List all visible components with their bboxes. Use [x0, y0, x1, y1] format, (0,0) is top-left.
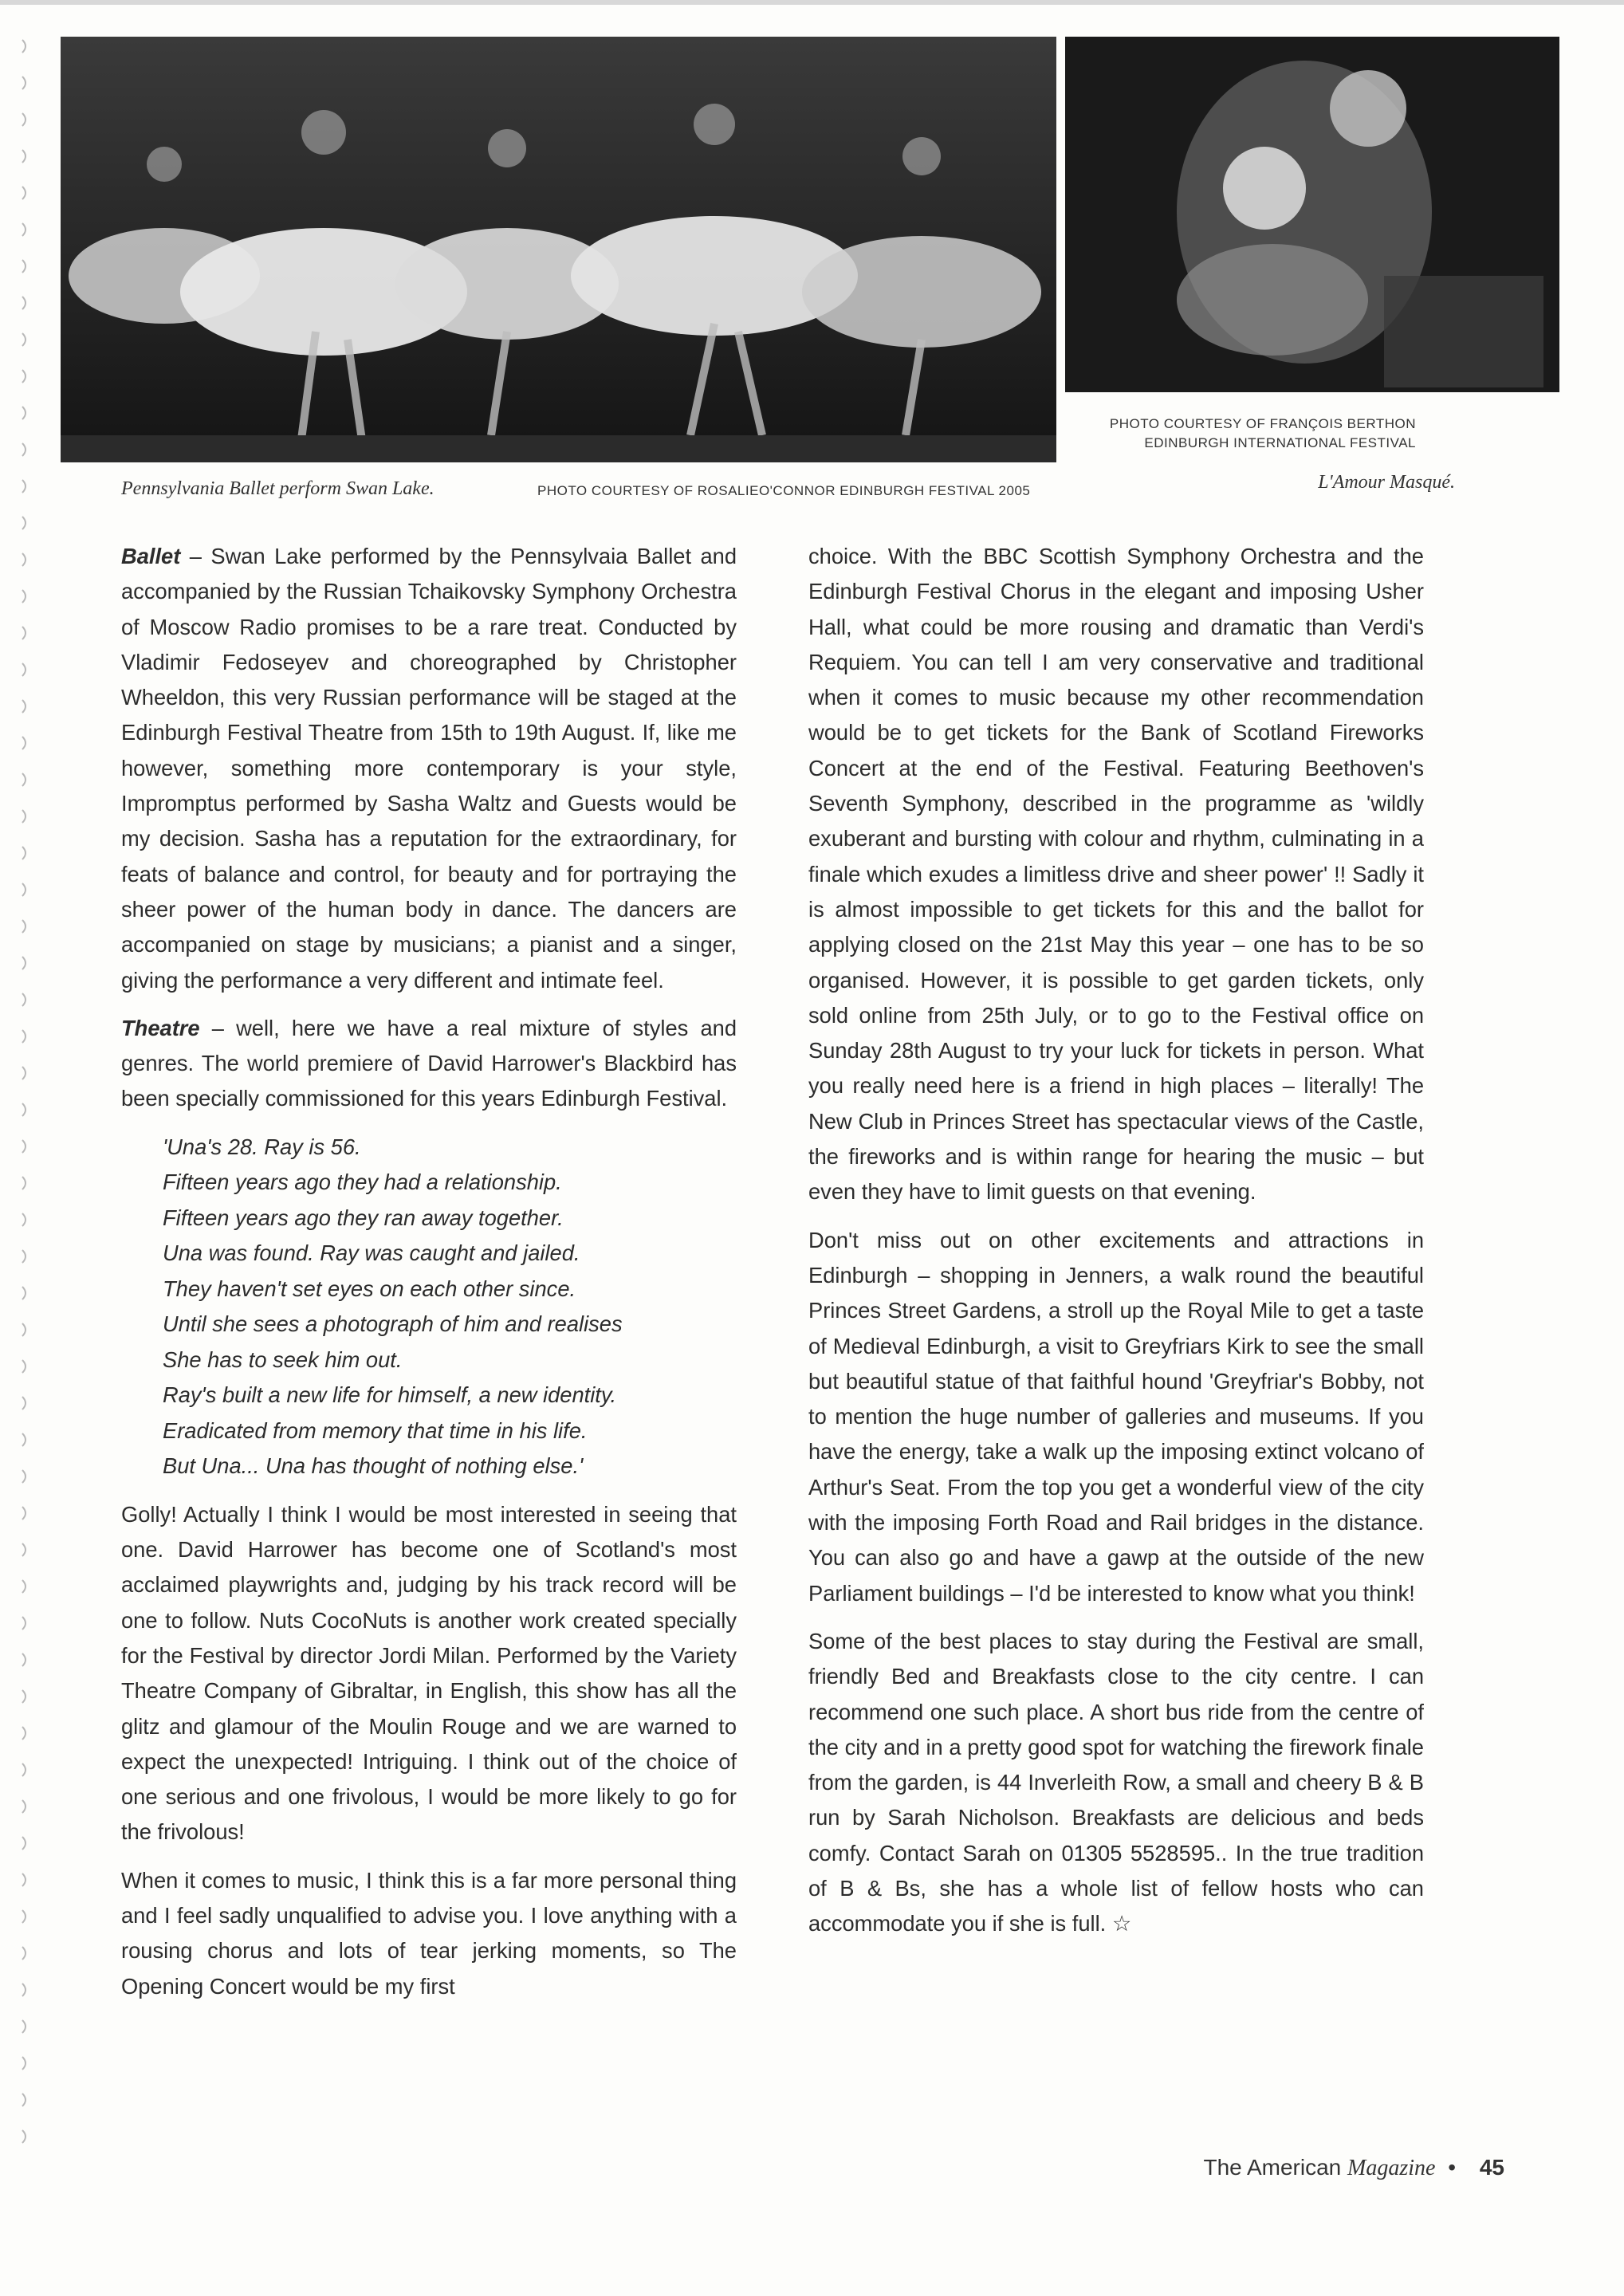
binding-mark [22, 1250, 26, 1263]
binding-mark [22, 1580, 26, 1593]
binding-mark [22, 1177, 26, 1189]
quote-line: Fifteen years ago they had a relationship. [163, 1170, 562, 1195]
binding-mark [22, 553, 26, 566]
quote-line: Eradicated from memory that time in his life. [163, 1417, 588, 1443]
page-footer [1204, 2155, 1505, 2181]
blackbird-quote [163, 1130, 737, 1484]
theatre-lead: Theatre [121, 1015, 200, 1040]
end-star-icon: ☆ [1111, 1911, 1132, 1936]
binding-mark [22, 2057, 26, 2070]
binding-mark [22, 1030, 26, 1043]
article-column-left [121, 539, 737, 2017]
binding-mark [22, 993, 26, 1006]
quote-line: They haven't set eyes on each other since. [163, 1276, 576, 1301]
binding-mark [22, 1800, 26, 1813]
binding-mark [22, 2020, 26, 2033]
binding-mark [22, 700, 26, 713]
binding-mark [22, 883, 26, 896]
quote-line: Ray's built a new life for himself, a new identity. [163, 1382, 617, 1408]
ballet-lead: Ballet [121, 544, 181, 568]
swan-lake-caption: Pennsylvania Ballet perform Swan Lake. [121, 478, 435, 499]
stay-text: Some of the best places to stay during the Festival are small, friendly Bed and Breakfasts close to the city centre. I can recommend one such place. A short bus ride from the centre of the city and in a pretty good spot for watching the firework finale from the garden, is 44 Inverleith Row, a small and cheery B & B run by Sarah Nicholson. Breakfasts are delicious and beds comfy. Contact Sarah on 01305 5528595.. In the true tradition of B & Bs, she has a whole list of fellow hosts who can accommodate you if she is full. [808, 1628, 1424, 1936]
binding-mark [22, 1653, 26, 1666]
ballet-paragraph [121, 539, 737, 998]
edinburgh-paragraph: Don't miss out on other excitements and attractions in Edinburgh – shopping in Jenners, a walk round the beautiful Princes Street Gardens, a stroll up the Royal Mile to get a taste of Medieval Edinburgh, a visit to Greyfriars Kirk to see the small but beautiful statue of that faithful hound 'Greyfriar's Bobby, not to mention the huge number of galleries and museums. If you have the energy, take a walk up the imposing extinct volcano of Arthur's Seat. From the top you get a wonderful view of the city with the imposing Forth Road and Rail bridges in the distance. You can also go and have a gawp at the outside of the new Parliament buildings – I'd be interested to know what you think! [808, 1227, 1424, 1606]
binding-mark [22, 443, 26, 456]
swan-lake-photo-credit: PHOTO COURTESY OF ROSALIEO'CONNOR EDINBURGH FESTIVAL 2005 [537, 483, 1031, 498]
quote-line: Una was found. Ray was caught and jailed. [163, 1240, 580, 1266]
binding-mark [22, 810, 26, 823]
binding-mark [22, 77, 26, 89]
binding-mark [22, 1910, 26, 1923]
golly-paragraph: Golly! Actually I think I would be most interested in seeing that one. David Harrower has become one of Scotland's most acclaimed playwrights and, judging by his track record will be one to follow. Nuts CocoNuts is another work created specially for the Festival by director Jordi Milan. Performed by the Variety Theatre Company of Gibraltar, in English, this show has all the glitz and glamour of the Moulin Rouge and we are warned to expect the unexpected! Intriguing. I think out of the choice of one serious and one frivolous, I would be more likely to go for the frivolous! [121, 1501, 737, 1845]
binding-mark [22, 407, 26, 419]
binding-mark [22, 1103, 26, 1116]
binding-mark [22, 1543, 26, 1556]
binding-mark [22, 1873, 26, 1886]
binding-mark [22, 1983, 26, 1996]
binding-mark [22, 223, 26, 236]
binding-mark [22, 2094, 26, 2106]
swan-lake-photo [61, 37, 1056, 462]
amour-credit-line2: EDINBURGH INTERNATIONAL FESTIVAL [1144, 435, 1416, 450]
binding-mark [22, 187, 26, 199]
quote-line: Fifteen years ago they ran away together. [163, 1205, 564, 1230]
binding-hole-marks [11, 32, 43, 2184]
quote-line: Until she sees a photograph of him and realises [163, 1311, 623, 1337]
binding-mark [22, 1727, 26, 1740]
binding-mark [22, 1323, 26, 1336]
stay-paragraph [808, 1624, 1424, 1942]
binding-mark [22, 773, 26, 786]
quote-line: She has to seek him out. [163, 1347, 403, 1372]
binding-mark [22, 1360, 26, 1373]
binding-mark [22, 663, 26, 676]
binding-mark [22, 920, 26, 933]
binding-mark [22, 1837, 26, 1850]
binding-mark [22, 333, 26, 346]
binding-mark [22, 1397, 26, 1409]
amour-masque-caption: L'Amour Masqué. [1318, 472, 1455, 493]
binding-mark [22, 1140, 26, 1153]
top-rule [0, 0, 1624, 5]
amour-photo-credit [1065, 415, 1416, 453]
binding-mark [22, 627, 26, 639]
binding-mark [22, 370, 26, 383]
binding-mark [22, 1763, 26, 1776]
music-paragraph-start: When it comes to music, I think this is a far more personal thing and I feel sadly unqualified to advise you. I love anything with a rousing chorus and lots of tear jerking moments, so The Opening Concert would be my first [121, 1867, 737, 1999]
binding-mark [22, 517, 26, 529]
binding-mark [22, 957, 26, 969]
binding-mark [22, 297, 26, 309]
binding-mark [22, 150, 26, 163]
binding-mark [22, 480, 26, 493]
binding-mark [22, 847, 26, 859]
binding-mark [22, 1947, 26, 1960]
binding-mark [22, 260, 26, 273]
magazine-name-prefix: The American [1203, 2155, 1342, 2180]
amour-credit-line1: PHOTO COURTESY OF FRANÇOIS BERTHON [1109, 416, 1416, 431]
binding-mark [22, 1067, 26, 1079]
binding-mark [22, 1433, 26, 1446]
binding-mark [22, 737, 26, 749]
magazine-name-italic: Magazine [1347, 2156, 1436, 2180]
binding-mark [22, 1213, 26, 1226]
binding-mark [22, 40, 26, 53]
binding-mark [22, 113, 26, 126]
page-number: 45 [1479, 2155, 1504, 2180]
binding-mark [22, 1470, 26, 1483]
binding-mark [22, 2130, 26, 2143]
binding-mark [22, 1287, 26, 1299]
footer-bullet: • [1448, 2155, 1457, 2180]
binding-mark [22, 1507, 26, 1520]
theatre-paragraph [121, 1011, 737, 1117]
ballet-body: – Swan Lake performed by the Pennsylvaia Ballet and accompanied by the Russian Tchaikovsky Symphony Orchestra of Moscow Radio promises to be a rare treat. Conducted by Vladimir Fedoseyev and choreographed by Christopher Wheeldon, this very Russian performance will be staged at the Edinburgh Festival Theatre from 15th to 19th August. If, like me however, something more contemporary is your style, Impromptus performed by Sasha Waltz and Guests would be my decision. Sasha has a reputation for the extraordinary, for feats of balance and control, for beauty and for portraying the sheer power of the human body in dance. The dancers are accompanied on stage by musicians; a pianist and a singer, giving the performance a very different and intimate feel. [121, 544, 737, 993]
quote-line: 'Una's 28. Ray is 56. [163, 1134, 361, 1159]
music-paragraph-continued: choice. With the BBC Scottish Symphony Orchestra and the Edinburgh Festival Chorus in the elegant and imposing Usher Hall, what could be more rousing and dramatic than Verdi's Requiem. You can tell I am very conservative and traditional when it comes to music because my other recommendation would be to get tickets for the Bank of Scotland Fireworks Concert at the end of the Festival. Featuring Beethoven's Seventh Symphony, described in the programme as 'wildly exuberant and bursting with colour and rhythm, culminating in a finale which exudes a limitless drive and sheer power' !! Sadly it is almost impossible to get tickets for this and the ballot for applying closed on the 21st May this year – one has to be so organised. However, it is possible to get garden tickets, only sold online from 25th July, or to go to the Festival office on Sunday 28th August to try your luck for tickets in person. What you really need here is a friend in high places – literally! The New Club in Princes Street has spectacular views of the Castle, the fireworks and is within range for hearing the music – but even they have to limit guests on that evening. [808, 544, 1424, 1205]
quote-line: But Una... Una has thought of nothing else.' [163, 1453, 584, 1479]
theatre-body: – well, here we have a real mixture of styles and genres. The world premiere of David Harrower's Blackbird has been specially commissioned for this years Edinburgh Festival. [121, 1015, 737, 1111]
article-column-right [808, 539, 1424, 1955]
binding-mark [22, 1617, 26, 1630]
binding-mark [22, 590, 26, 603]
binding-mark [22, 1690, 26, 1703]
amour-masque-photo [1065, 37, 1559, 392]
